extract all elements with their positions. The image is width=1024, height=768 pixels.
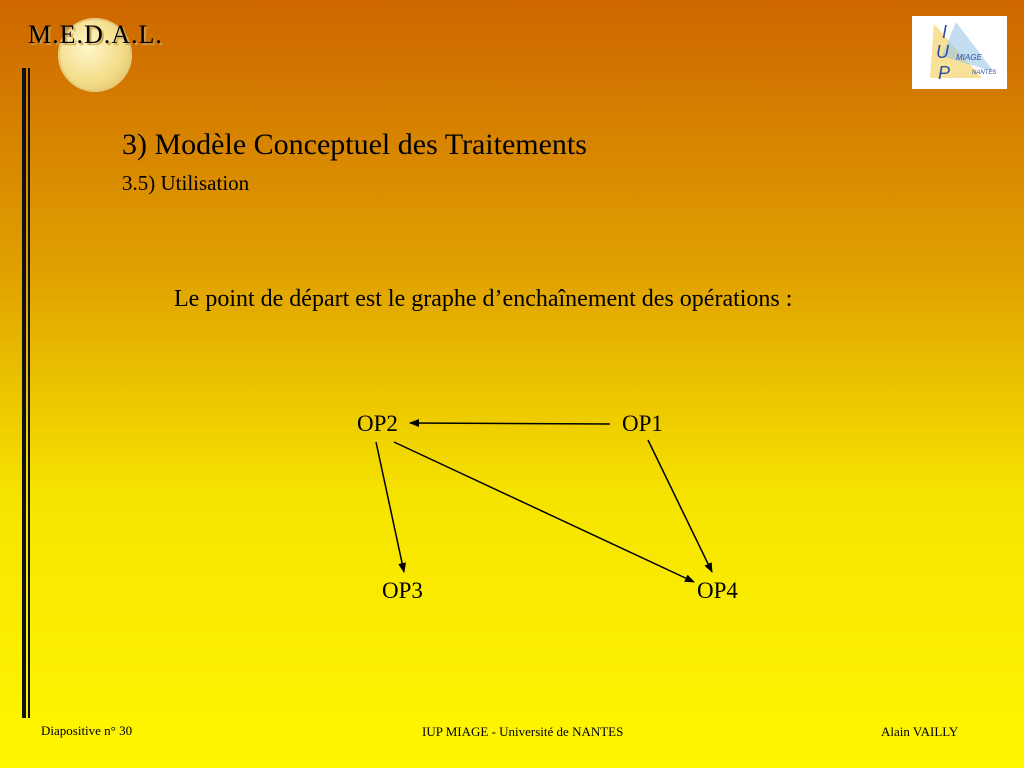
node-op3: OP3 — [382, 578, 423, 603]
svg-text:U: U — [936, 42, 949, 62]
footer-slide-number: Diapositive n° 30 — [41, 723, 133, 738]
edge-op1-op2 — [410, 423, 610, 424]
edge-op2-op3 — [376, 442, 404, 572]
node-op1: OP1 — [622, 411, 663, 436]
svg-text:I: I — [942, 22, 948, 42]
footer-institution: IUP MIAGE - Université de NANTES — [422, 724, 624, 739]
slide-subtitle: 3.5) Utilisation — [122, 171, 250, 195]
node-op4: OP4 — [697, 578, 738, 603]
edge-op1-op4 — [648, 440, 712, 572]
slide-title: 3) Modèle Conceptuel des Traitements — [122, 128, 587, 161]
footer-author: Alain VAILLY — [881, 724, 959, 739]
lead-text: Le point de départ est le graphe d’enchaînement des opérations : — [174, 286, 793, 312]
node-op2: OP2 — [357, 411, 398, 436]
brand-title: M.E.D.A.L. — [28, 20, 163, 49]
svg-text:MIAGE: MIAGE — [956, 53, 982, 62]
svg-text:NANTES: NANTES — [972, 70, 997, 76]
edge-op2-op4 — [394, 442, 694, 582]
svg-text:P: P — [938, 63, 951, 83]
